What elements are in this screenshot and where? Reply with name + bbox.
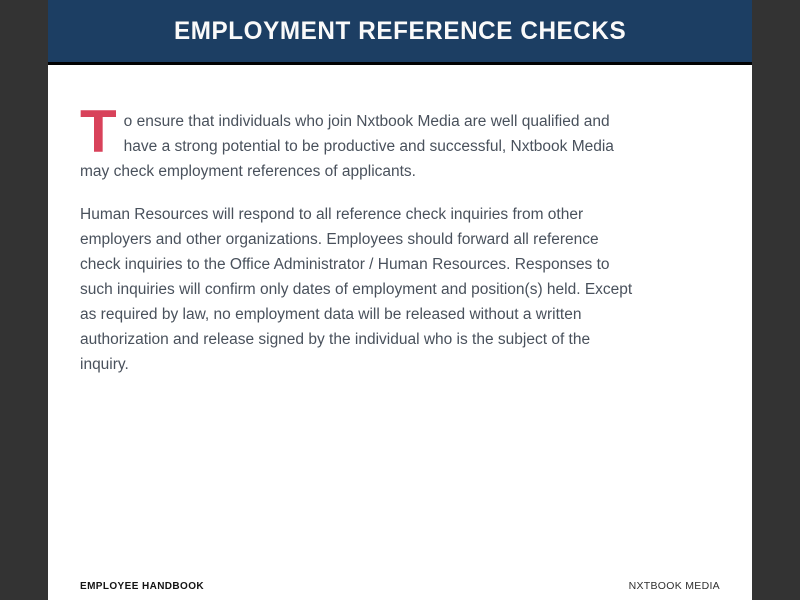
paragraph-line: have a strong potential to be productive and successful, Nxtbook Media [123, 138, 614, 155]
paragraph-intro [80, 98, 720, 184]
paragraph-line: authorization and release signed by the individual who is the subject of the [80, 331, 591, 348]
paragraph-line: o ensure that individuals who join Nxtbook Media are well qualified and [123, 113, 610, 130]
drop-cap: T [80, 98, 117, 165]
paragraph-line: employers and other organizations. Employees should forward all reference [80, 231, 599, 248]
page-header-banner [48, 0, 752, 65]
page-body [48, 65, 752, 377]
paragraph-line: such inquiries will confirm only dates of employment and position(s) held. Except [80, 281, 633, 298]
paragraph-line: may check employment references of applicants. [80, 163, 416, 180]
document-page [48, 0, 752, 600]
paragraph-line: as required by law, no employment data will be released without a written [80, 306, 582, 323]
page-footer [80, 580, 720, 592]
paragraph-line: check inquiries to the Office Administrator / Human Resources. Responses to [80, 256, 610, 273]
page-title: EMPLOYMENT REFERENCE CHECKS [173, 16, 627, 45]
paragraph-line: Human Resources will respond to all reference check inquiries from other [80, 206, 584, 223]
footer-brand-label: NXTBOOK MEDIA [628, 580, 720, 592]
paragraph-policy [80, 202, 720, 377]
footer-handbook-label: EMPLOYEE HANDBOOK [80, 581, 205, 592]
paragraph-line: inquiry. [80, 356, 129, 373]
